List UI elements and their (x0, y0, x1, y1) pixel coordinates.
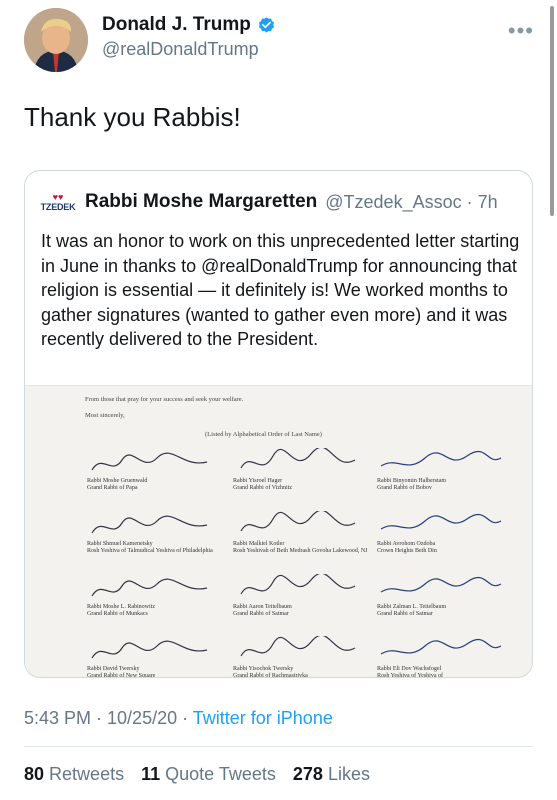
signature-scribble (233, 636, 363, 666)
signature-block (233, 574, 363, 624)
signature-scribble (233, 448, 363, 478)
signatory-title: Grand Rabbi of Vizhnitz (233, 485, 293, 491)
likes-label[interactable]: Likes (327, 764, 370, 784)
tweet-text: Thank you Rabbis! (24, 102, 241, 132)
signatory-title: Rosh Yeshiva of Talmudical Yeshiva of Philadelphia (87, 548, 213, 554)
signatory-name: Rabbi Avrohom Ozdoba (377, 541, 436, 547)
letter-line: From those that pray for your success and seek your welfare. (85, 396, 244, 403)
signatory-name: Rabbi Zalman L. Teitelbaum (377, 604, 447, 610)
signature-scribble (377, 574, 507, 604)
signature-block (377, 574, 507, 624)
source-link[interactable]: Twitter for iPhone (192, 708, 333, 728)
quote-author-name[interactable]: Rabbi Moshe Margaretten (85, 191, 318, 212)
signature-block (233, 511, 368, 561)
quote-author-handle: @Tzedek_Assoc · 7h (325, 191, 498, 212)
signatory-name: Rabbi Yisroel Hager (233, 478, 283, 484)
signatory-name: Rabbi Shmuel Kamenetsky (87, 541, 153, 547)
signatory-title: Grand Rabbi of Munkacs (87, 611, 148, 617)
signature-scribble (87, 574, 217, 604)
signature-block (377, 511, 507, 561)
signatory-name: Rabbi Aaron Teitelbaum (233, 604, 292, 610)
signature-block (377, 448, 507, 498)
signatory-title: Grand Rabbi of Papa (87, 485, 138, 491)
signatory-title: Rosh Yeshivah of Beth Medrash Govoha Lakewood, NJ (233, 548, 368, 554)
signatory-name: Rabbi Malkiel Kotler (233, 541, 285, 547)
signature-block (87, 636, 217, 678)
quotes-label[interactable]: Quote Tweets (165, 764, 276, 784)
signatory-title: Grand Rabbi of Rachmastrivka (233, 673, 308, 678)
signatory-title: Grand Rabbi of Bobov (377, 485, 432, 491)
signature-scribble (377, 448, 507, 478)
divider (24, 746, 533, 747)
tweet-header (24, 8, 534, 74)
signature-block (377, 636, 507, 678)
heart-icon: ♥♥ (52, 191, 64, 202)
signature-scribble (233, 511, 363, 541)
letter-line: Most sincerely, (85, 412, 125, 419)
signature-block (233, 636, 363, 678)
retweets-count[interactable]: 80 (24, 764, 45, 784)
signatory-name: Rabbi Moshe Gruenwald (87, 478, 148, 484)
quoted-tweet[interactable] (24, 170, 533, 678)
letter-image[interactable] (25, 385, 533, 678)
tweet-meta (24, 708, 333, 729)
tzedek-logo: ♥♥ TZEDEK (40, 191, 76, 212)
more-options-icon[interactable]: ••• (507, 18, 534, 43)
signatory-title: Grand Rabbi of New Square (87, 673, 156, 678)
signatory-title: Crown Heights Beth Din (377, 548, 437, 554)
signature-scribble (233, 574, 363, 604)
signature-block (87, 448, 217, 498)
signatory-name: Rabbi Eli Dov Wachsfogel (377, 666, 442, 672)
verified-badge-icon (257, 16, 276, 35)
letter-line: (Listed by Alphabetical Order of Last Name) (205, 431, 322, 438)
signature-block (233, 448, 363, 498)
signature-scribble (87, 636, 217, 666)
signature-scribble (87, 511, 217, 541)
signature-scribble (377, 636, 507, 666)
signatory-name: Rabbi Moshe L. Rabinowitz (87, 604, 155, 610)
signature-block (87, 574, 217, 624)
signature-scribble (377, 511, 507, 541)
author-handle[interactable]: @realDonaldTrump (102, 39, 259, 59)
signatory-title: Grand Rabbi of Satmar (377, 611, 433, 617)
author-name[interactable]: Donald J. Trump (102, 14, 251, 35)
timestamp[interactable]: 5:43 PM · 10/25/20 · (24, 708, 193, 728)
signatory-name: Rabbi Yisochok Twersky (233, 666, 294, 672)
tweet-stats (24, 764, 370, 785)
signatory-name: Rabbi Binyomin Halberstam (377, 478, 446, 484)
quote-text: It was an honor to work on this unprecedented letter starting in June in thanks to @realDonaldTrump for announcing that religion is essential — it definitely is! We worked months to gather signatures (wanted to gather even more) and it was recently delivered to the President. (41, 231, 520, 349)
scrollbar[interactable] (550, 6, 554, 216)
signature-block (87, 511, 217, 561)
signatory-title: Grand Rabbi of Satmar (233, 611, 289, 617)
signature-scribble (87, 448, 217, 478)
signatory-title: Rosh Yeshiva of Yeshiva of (377, 673, 444, 678)
signatory-name: Rabbi David Twersky (87, 666, 140, 672)
quotes-count[interactable]: 11 (141, 764, 161, 784)
avatar[interactable] (24, 8, 88, 72)
retweets-label[interactable]: Retweets (49, 764, 125, 784)
likes-count[interactable]: 278 (292, 764, 323, 784)
